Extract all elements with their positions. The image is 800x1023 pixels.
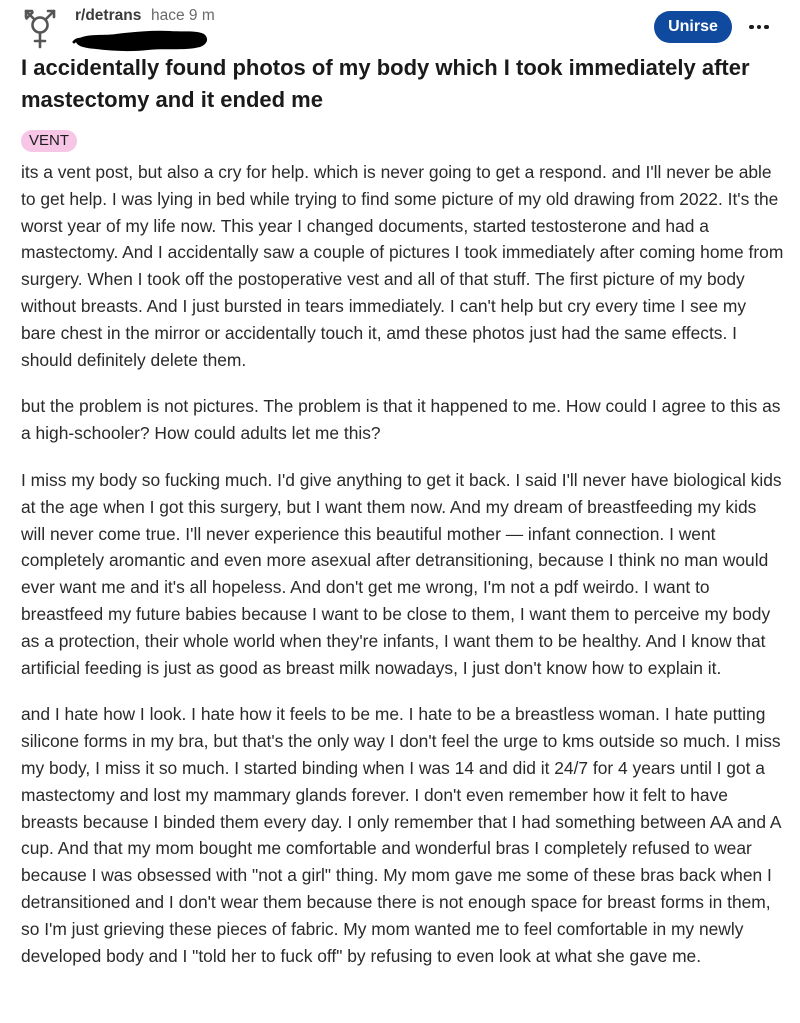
post-title[interactable]: I accidentally found photos of my body which I took immediately after mastectomy and it ended me [21,55,750,112]
more-horizontal-icon [749,25,754,30]
more-options-button[interactable] [744,14,774,40]
post-paragraph: its a vent post, but also a cry for help. which is never going to get a respond. and I'll never be able to get help. I was lying in bed while trying to find some picture of my old drawing from 2022. It's the worst year of my life now. This year I changed documents, started testosterone and had a mastectomy. And I accidentally saw a couple of pictures I took immediately after coming home from surgery. When I took off the postoperative vest and all of that stuff. The first picture of my body without breasts. And I just bursted in tears immediately. I can't help but cry every time I see my bare chest in the mirror or accidentally touch it, amd these photos just had the same effects. I should definitely delete them. [21,162,784,370]
post-paragraph: and I hate how I look. I hate how it feels to be me. I hate to be a breastless woman. I hate putting silicone forms in my bra, but that's the only way I don't feel the urge to kms outside so much. I miss my body, I miss it so much. I started binding when I was 14 and did it 24/7 for 4 years until I got a mastectomy and lost my mammary glands forever. I don't even remember how it felt to have breasts because I binded them every day. I only remember that I had something between AA and A cup. And that my mom bought me comfortable and wonderful bras I completely refused to wear because I was obsessed with "not a girl" thing. My mom gave me some of these bras back when I detransitioned and I don't wear them because there is not enough space for breast forms in them, so I'm just grieving these pieces of fabric. My mom wanted me to feel comfortable in my newly developed body and I "told her to fuck off" by refusing to even look at what she gave me. [21,704,781,966]
post-timestamp: hace 9 m [151,7,215,24]
post-flair[interactable]: VENT [21,130,77,152]
post-header [0,0,800,56]
post-paragraph: but the problem is not pictures. The problem is that it happened to me. How could I agree to this as a high-schooler? How could adults let me this? [21,396,781,444]
transgender-symbol-icon[interactable] [20,6,60,50]
subreddit-link[interactable]: r/detrans [75,7,142,24]
join-button[interactable]: Unirse [654,11,732,43]
redacted-username [72,28,210,54]
more-horizontal-icon [757,25,762,30]
post-body [21,159,785,989]
more-horizontal-icon [764,25,769,30]
post-paragraph: I miss my body so fucking much. I'd give anything to get it back. I said I'll never have biological kids at the age when I got this surgery, but I want them now. And my dream of breastfeeding my kids will never come true. I'll never experience this beautiful mother — infant connection. I went completely aromantic and even more asexual after detransitioning, because I think no man would ever want me and it's all hopeless. And don't get me wrong, I'm not a pdf weirdo. I want to breastfeed my future babies because I want to be close to them, I want them to perceive my body as a protection, their whole world when they're infants, I want them to be healthy. And I know that artificial feeding is just as good as breast milk nowadays, I just don't know how to explain it. [21,469,782,678]
